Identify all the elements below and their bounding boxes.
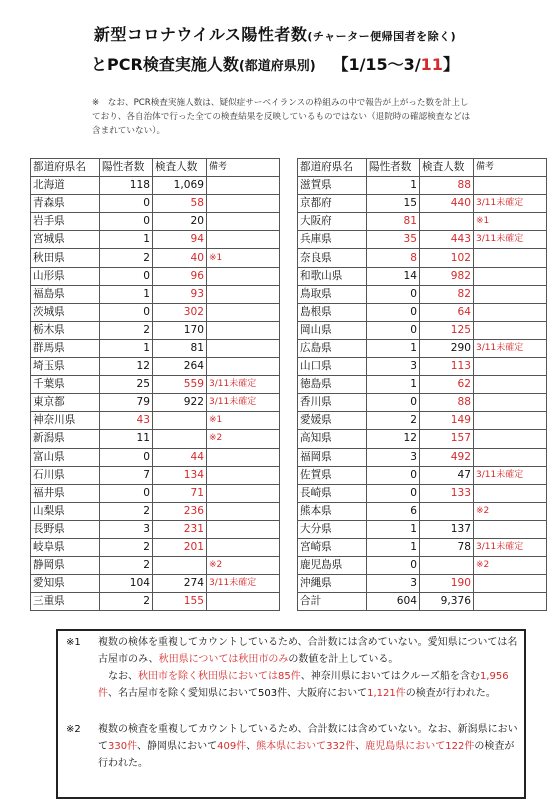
- remarks-cell: [207, 520, 280, 538]
- positives-cell: 0: [367, 557, 420, 575]
- positives-cell: 2: [100, 557, 153, 575]
- remarks-cell: [474, 394, 547, 412]
- prefecture-cell: 熊本県: [298, 502, 367, 520]
- table-row: [298, 339, 547, 357]
- note-text: ※ なお、PCR検査実施人数は、疑似症サーベイランスの枠組みの中で報告が上がった数を計上しており、各自治体で行った全ての検査結果を反映しているものではない（退院時の確認検査などは含まれていない）。: [92, 98, 471, 136]
- tests-cell: [153, 430, 207, 448]
- positives-cell: 1: [100, 339, 153, 357]
- title-main-1: 新型コロナウイルス陽性者数: [93, 25, 308, 44]
- tests-cell: [153, 557, 207, 575]
- tests-cell: 64: [420, 303, 474, 321]
- remarks-cell: [207, 231, 280, 249]
- prefecture-cell: 宮城県: [31, 231, 100, 249]
- tests-cell: 1,069: [153, 177, 207, 195]
- remarks-cell: 3/11未確定: [474, 339, 547, 357]
- tests-cell: 137: [420, 520, 474, 538]
- positives-cell: 2: [100, 502, 153, 520]
- remarks-cell: [207, 321, 280, 339]
- tests-cell: 982: [420, 267, 474, 285]
- table-header-row: [298, 159, 547, 177]
- remarks-cell: ※2: [474, 502, 547, 520]
- tests-cell: 133: [420, 484, 474, 502]
- total-positives: 604: [367, 593, 420, 611]
- positives-cell: 1: [100, 231, 153, 249]
- remarks-cell: ※2: [207, 557, 280, 575]
- prefecture-cell: 大阪府: [298, 213, 367, 231]
- remarks-cell: [474, 285, 547, 303]
- table-row: [31, 520, 280, 538]
- table-row: [31, 466, 280, 484]
- positives-cell: 81: [367, 213, 420, 231]
- prefecture-cell: 滋賀県: [298, 177, 367, 195]
- prefecture-cell: 奈良県: [298, 249, 367, 267]
- table-row: [298, 538, 547, 556]
- table-row: [31, 213, 280, 231]
- positives-cell: 25: [100, 376, 153, 394]
- remarks-cell: [474, 430, 547, 448]
- tests-cell: 81: [153, 339, 207, 357]
- header-remarks: 備考: [207, 159, 280, 177]
- tests-cell: 93: [153, 285, 207, 303]
- tests-cell: 113: [420, 358, 474, 376]
- positives-cell: 0: [367, 303, 420, 321]
- header-positives: 陽性者数: [100, 159, 153, 177]
- footnote-text-1: [66, 634, 518, 702]
- positives-cell: 3: [367, 448, 420, 466]
- tests-cell: 102: [420, 249, 474, 267]
- tests-cell: 88: [420, 177, 474, 195]
- table-row: [31, 557, 280, 575]
- tests-cell: 443: [420, 231, 474, 249]
- positives-cell: 35: [367, 231, 420, 249]
- remarks-cell: [207, 448, 280, 466]
- prefecture-cell: 石川県: [31, 466, 100, 484]
- tests-cell: 157: [420, 430, 474, 448]
- positives-cell: 2: [100, 249, 153, 267]
- table-row: [298, 303, 547, 321]
- table-row: [298, 575, 547, 593]
- table-row: [298, 502, 547, 520]
- prefecture-cell: 宮崎県: [298, 538, 367, 556]
- remarks-cell: 3/11未確定: [207, 575, 280, 593]
- prefecture-cell: 北海道: [31, 177, 100, 195]
- prefecture-cell: 佐賀県: [298, 466, 367, 484]
- prefecture-cell: 群馬県: [31, 339, 100, 357]
- title-range-post: 】: [442, 55, 459, 74]
- tests-cell: 20: [153, 213, 207, 231]
- remarks-cell: [474, 249, 547, 267]
- prefecture-cell: 高知県: [298, 430, 367, 448]
- footnote-segment: 複数の検体を重複してカウントしているため、合計数には含めていない。愛知県については名古屋市のみ、: [98, 637, 518, 665]
- prefecture-cell: 島根県: [298, 303, 367, 321]
- table-row: [298, 195, 547, 213]
- positives-cell: 79: [100, 394, 153, 412]
- table-row: [31, 358, 280, 376]
- remarks-cell: [207, 195, 280, 213]
- prefecture-cell: 山形県: [31, 267, 100, 285]
- table-row: [31, 448, 280, 466]
- table-row: [298, 231, 547, 249]
- remarks-cell: 3/11未確定: [474, 466, 547, 484]
- tests-cell: 302: [153, 303, 207, 321]
- table-row: [31, 593, 280, 611]
- tests-cell: 559: [153, 376, 207, 394]
- prefecture-cell: 神奈川県: [31, 412, 100, 430]
- remarks-cell: 3/11未確定: [207, 394, 280, 412]
- remarks-cell: [207, 502, 280, 520]
- prefecture-cell: 三重県: [31, 593, 100, 611]
- footnote-segment: 鹿児島県において122件: [365, 741, 475, 752]
- prefecture-cell: 東京都: [31, 394, 100, 412]
- table-row: [298, 466, 547, 484]
- tests-cell: 236: [153, 502, 207, 520]
- tests-cell: 44: [153, 448, 207, 466]
- table-row: [298, 376, 547, 394]
- table-row: [298, 412, 547, 430]
- table-row: [298, 213, 547, 231]
- remarks-cell: 3/11未確定: [207, 376, 280, 394]
- remarks-cell: [207, 358, 280, 376]
- table-row: [298, 430, 547, 448]
- remarks-cell: [207, 466, 280, 484]
- prefecture-cell: 徳島県: [298, 376, 367, 394]
- remarks-cell: [474, 267, 547, 285]
- positives-cell: 0: [367, 321, 420, 339]
- prefecture-cell: 香川県: [298, 394, 367, 412]
- table-row: [31, 502, 280, 520]
- table-row: [298, 448, 547, 466]
- positives-cell: 0: [100, 195, 153, 213]
- tests-cell: 201: [153, 538, 207, 556]
- remarks-cell: [474, 358, 547, 376]
- tests-cell: 492: [420, 448, 474, 466]
- table-row: [31, 575, 280, 593]
- remarks-cell: ※1: [207, 412, 280, 430]
- prefecture-cell: 愛媛県: [298, 412, 367, 430]
- positives-cell: 1: [367, 538, 420, 556]
- prefecture-cell: 岐阜県: [31, 538, 100, 556]
- positives-cell: 2: [100, 538, 153, 556]
- footnote-2: [66, 721, 518, 772]
- footnote-segment: 、: [355, 741, 366, 752]
- remarks-cell: 3/11未確定: [474, 538, 547, 556]
- title-paren-2: (都道府県別): [238, 59, 316, 74]
- prefecture-cell: 岡山県: [298, 321, 367, 339]
- table-row: [298, 358, 547, 376]
- positives-cell: 0: [100, 303, 153, 321]
- title-range-red: 11: [420, 55, 443, 74]
- table-row: [31, 285, 280, 303]
- footnote-segment: 秋田市を除く秋田県においては85件: [138, 671, 301, 682]
- prefecture-cell: 鹿児島県: [298, 557, 367, 575]
- prefecture-cell: 埼玉県: [31, 358, 100, 376]
- footnote-segment: 複数の検査を重複してカウントしているため、合計数には含めていない。なお、新潟県において: [98, 724, 518, 752]
- positives-cell: 11: [100, 430, 153, 448]
- table-row: [31, 321, 280, 339]
- tests-cell: 134: [153, 466, 207, 484]
- prefecture-cell: 岩手県: [31, 213, 100, 231]
- positives-cell: 3: [100, 520, 153, 538]
- table-row: [298, 520, 547, 538]
- tests-cell: 40: [153, 249, 207, 267]
- remarks-cell: [207, 213, 280, 231]
- prefecture-cell: 鳥取県: [298, 285, 367, 303]
- table-row: [298, 249, 547, 267]
- footnote-mark-2: ※2: [66, 724, 81, 735]
- footnote-segment: 330件: [108, 741, 138, 752]
- prefecture-cell: 兵庫県: [298, 231, 367, 249]
- positives-cell: 1: [367, 339, 420, 357]
- table-header-row: [31, 159, 280, 177]
- tests-cell: 440: [420, 195, 474, 213]
- header-prefecture: 都道府県名: [31, 159, 100, 177]
- tests-cell: 58: [153, 195, 207, 213]
- positives-cell: 15: [367, 195, 420, 213]
- remarks-cell: 3/11未確定: [474, 231, 547, 249]
- prefecture-cell: 長野県: [31, 520, 100, 538]
- tests-cell: [153, 412, 207, 430]
- positives-cell: 7: [100, 466, 153, 484]
- footnote-segment: 、静岡県において: [137, 741, 218, 752]
- table-row: [31, 538, 280, 556]
- positives-cell: 12: [100, 358, 153, 376]
- remarks-cell: ※2: [474, 557, 547, 575]
- tests-cell: 94: [153, 231, 207, 249]
- tests-cell: 71: [153, 484, 207, 502]
- remarks-cell: [207, 593, 280, 611]
- table-row: [298, 394, 547, 412]
- prefecture-cell: 広島県: [298, 339, 367, 357]
- table-row: [31, 484, 280, 502]
- right-prefecture-table: [297, 158, 547, 611]
- tests-cell: 170: [153, 321, 207, 339]
- positives-cell: 1: [367, 520, 420, 538]
- positives-cell: 3: [367, 575, 420, 593]
- footnote-1: [66, 634, 518, 702]
- positives-cell: 43: [100, 412, 153, 430]
- remarks-cell: [474, 448, 547, 466]
- table-row: [31, 177, 280, 195]
- remarks-cell: [474, 321, 547, 339]
- table-row: [31, 231, 280, 249]
- table-row: [31, 339, 280, 357]
- remarks-cell: ※2: [207, 430, 280, 448]
- tests-cell: 96: [153, 267, 207, 285]
- prefecture-cell: 青森県: [31, 195, 100, 213]
- prefecture-cell: 秋田県: [31, 249, 100, 267]
- positives-cell: 0: [367, 394, 420, 412]
- table-row: [31, 394, 280, 412]
- tests-cell: [420, 502, 474, 520]
- prefecture-cell: 福井県: [31, 484, 100, 502]
- remarks-cell: [207, 484, 280, 502]
- remarks-cell: [474, 484, 547, 502]
- positives-cell: 0: [100, 484, 153, 502]
- footnote-segment: 熊本県において332件: [256, 741, 356, 752]
- table-row: [298, 285, 547, 303]
- prefecture-cell: 栃木県: [31, 321, 100, 339]
- footnote-segment: 1,121件: [367, 688, 406, 699]
- footnote-segment: 409件: [217, 741, 247, 752]
- prefecture-cell: 茨城県: [31, 303, 100, 321]
- positives-cell: 2: [100, 593, 153, 611]
- remarks-cell: [207, 303, 280, 321]
- header-remarks: 備考: [474, 159, 547, 177]
- table-row: [31, 430, 280, 448]
- remarks-cell: ※1: [207, 249, 280, 267]
- prefecture-cell: 福島県: [31, 285, 100, 303]
- prefecture-cell: 大分県: [298, 520, 367, 538]
- prefecture-cell: 沖縄県: [298, 575, 367, 593]
- footnote-segment: なお、: [98, 671, 138, 682]
- footnote-segment: 、神奈川県においてはクルーズ船を含む: [300, 671, 480, 682]
- title-line-2: [0, 52, 550, 75]
- header-tests: 検査人数: [420, 159, 474, 177]
- positives-cell: 1: [367, 376, 420, 394]
- table-row: [31, 303, 280, 321]
- table-row: [31, 267, 280, 285]
- positives-cell: 2: [100, 321, 153, 339]
- positives-cell: 1: [367, 177, 420, 195]
- remarks-cell: 3/11未確定: [474, 195, 547, 213]
- prefecture-cell: 長崎県: [298, 484, 367, 502]
- total-row: [298, 593, 547, 611]
- left-prefecture-table: [30, 158, 280, 611]
- tests-cell: 62: [420, 376, 474, 394]
- total-tests: 9,376: [420, 593, 474, 611]
- remarks-cell: [207, 339, 280, 357]
- tests-cell: 290: [420, 339, 474, 357]
- remarks-cell: ※1: [474, 213, 547, 231]
- title-main-2: とPCR検査実施人数: [91, 55, 239, 74]
- remarks-cell: [474, 412, 547, 430]
- remarks-cell: [474, 376, 547, 394]
- prefecture-cell: 千葉県: [31, 376, 100, 394]
- title-range-pre: 【1/15〜3/: [332, 55, 421, 74]
- positives-cell: 0: [367, 484, 420, 502]
- positives-cell: 1: [100, 285, 153, 303]
- table-row: [298, 321, 547, 339]
- footnote-segment: の検査が行われた。: [98, 741, 515, 769]
- positives-cell: 12: [367, 430, 420, 448]
- title-line-1: [0, 22, 550, 45]
- footnote-segment: 1,956件: [98, 671, 509, 699]
- remarks-cell: [207, 285, 280, 303]
- tests-cell: 190: [420, 575, 474, 593]
- positives-cell: 3: [367, 358, 420, 376]
- prefecture-cell: 新潟県: [31, 430, 100, 448]
- footnote-text-2: [66, 721, 518, 772]
- positives-cell: 0: [100, 448, 153, 466]
- positives-cell: 104: [100, 575, 153, 593]
- prefecture-cell: 山梨県: [31, 502, 100, 520]
- remarks-cell: [474, 303, 547, 321]
- table-row: [31, 412, 280, 430]
- table-row: [31, 376, 280, 394]
- table-row: [298, 484, 547, 502]
- tests-cell: [420, 557, 474, 575]
- remarks-cell: [207, 177, 280, 195]
- header-positives: 陽性者数: [367, 159, 420, 177]
- table-row: [31, 249, 280, 267]
- footnote-segment: の数値を計上している。: [288, 654, 399, 665]
- remarks-cell: [207, 267, 280, 285]
- table-row: [298, 557, 547, 575]
- tests-cell: 88: [420, 394, 474, 412]
- positives-cell: 0: [367, 285, 420, 303]
- remarks-cell: [207, 538, 280, 556]
- positives-cell: 0: [367, 466, 420, 484]
- footnote-segment: 、名古屋市を除く愛知県において503件、大阪府において: [108, 688, 368, 699]
- tests-cell: 47: [420, 466, 474, 484]
- prefecture-cell: 山口県: [298, 358, 367, 376]
- tests-cell: [420, 213, 474, 231]
- tests-cell: 155: [153, 593, 207, 611]
- prefecture-cell: 愛知県: [31, 575, 100, 593]
- table-row: [298, 267, 547, 285]
- tests-cell: 125: [420, 321, 474, 339]
- positives-cell: 118: [100, 177, 153, 195]
- total-label: 合計: [298, 593, 367, 611]
- footnote-segment: 秋田県については秋田市のみ: [158, 654, 289, 665]
- prefecture-cell: 京都府: [298, 195, 367, 213]
- remarks-cell: [474, 177, 547, 195]
- prefecture-cell: 福岡県: [298, 448, 367, 466]
- positives-cell: 2: [367, 412, 420, 430]
- remarks-cell: [474, 520, 547, 538]
- positives-cell: 8: [367, 249, 420, 267]
- tests-cell: 231: [153, 520, 207, 538]
- prefecture-cell: 和歌山県: [298, 267, 367, 285]
- tests-cell: 149: [420, 412, 474, 430]
- table-row: [31, 195, 280, 213]
- footnote-mark-1: ※1: [66, 637, 81, 648]
- tests-cell: 922: [153, 394, 207, 412]
- tests-cell: 264: [153, 358, 207, 376]
- tests-cell: 78: [420, 538, 474, 556]
- tests-cell: 82: [420, 285, 474, 303]
- positives-cell: 0: [100, 267, 153, 285]
- title-paren-1: (チャーター便帰国者を除く): [307, 30, 457, 43]
- positives-cell: 6: [367, 502, 420, 520]
- total-remarks: [474, 593, 547, 611]
- header-prefecture: 都道府県名: [298, 159, 367, 177]
- positives-cell: 14: [367, 267, 420, 285]
- positives-cell: 0: [100, 213, 153, 231]
- table-row: [298, 177, 547, 195]
- footnote-segment: 、: [246, 741, 257, 752]
- remarks-cell: [474, 575, 547, 593]
- prefecture-cell: 富山県: [31, 448, 100, 466]
- footnote-segment: の検査が行われた。: [405, 688, 496, 699]
- tests-cell: 274: [153, 575, 207, 593]
- prefecture-cell: 静岡県: [31, 557, 100, 575]
- header-tests: 検査人数: [153, 159, 207, 177]
